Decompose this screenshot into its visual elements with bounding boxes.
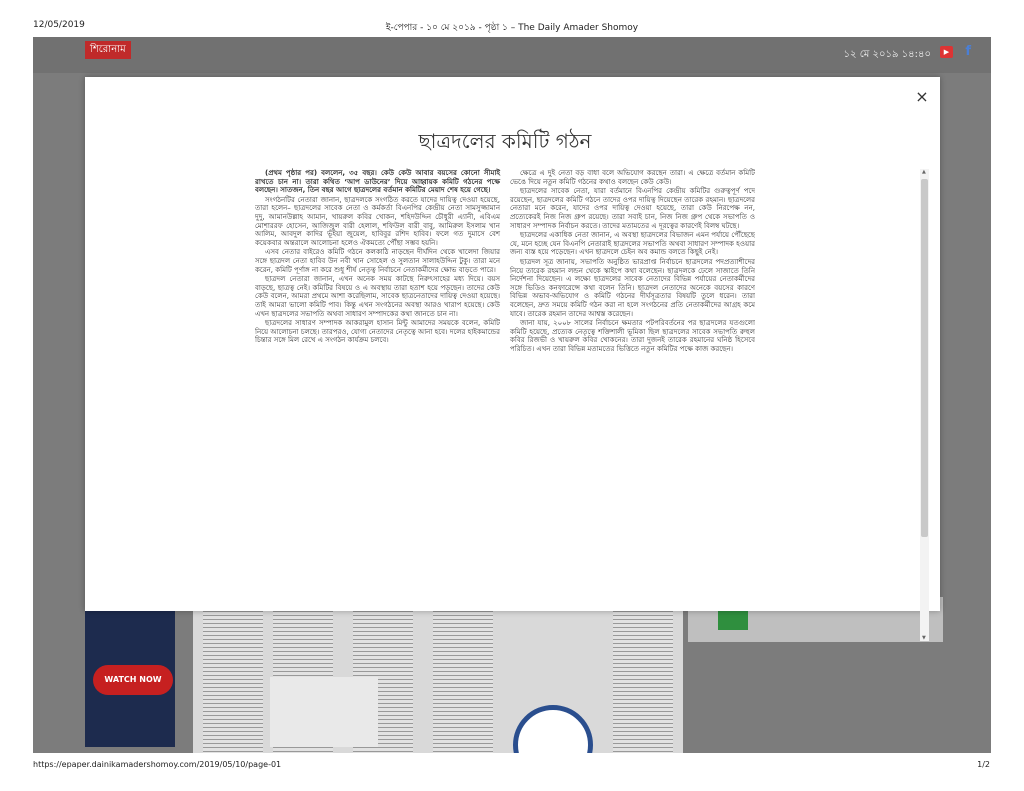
article-modal <box>85 77 940 641</box>
print-date: 12/05/2019 <box>33 20 85 30</box>
print-footer <box>0 760 1024 780</box>
site-topbar <box>33 37 991 73</box>
article-paragraph: ক্ষেত্রে এ দুই নেতা বড় বাধা বলে অভিযোগ করছেন তারা। এ ক্ষেত্রে বর্তমান কমিটি ভেঙে দিয়ে নতুন কমিটি গঠনের কথাও বলছেন কেউ কেউ। <box>510 169 755 186</box>
page-viewport <box>33 37 991 753</box>
print-page-number: 1/2 <box>977 760 990 769</box>
article-paragraph: ছাত্রদলের সাধারণ সম্পাদক আকরামুল হাসান মিন্টু আমাদের সময়কে বলেন, কমিটি নিয়ে আলোচনা চলছে। তারপরও, যোগ্য নেতাদের নেতৃত্বে আনা হবে। দলের হাইকমান্ডের চিন্তার সঙ্গে মিল রেখে এ সংগঠন কার্যক্রম চলবে। <box>255 319 500 345</box>
print-title: ই-পেপার - ১০ মে ২০১৯ - পৃষ্ঠা ১ – The Daily Amader Shomoy <box>385 23 639 33</box>
youtube-icon[interactable]: ▶ <box>940 46 953 58</box>
article-headline: ছাত্রদলের কমিটি গঠন <box>418 129 592 153</box>
article-paragraph: সংগঠনটির নেতারা জানান, ছাত্রদলকে সংগঠিত করতে যাদের দায়িত্ব দেওয়া হয়েছে, তারা হলেন– ছাত্রদলের সাবেক নেতা ও কর্মকর্তা বিএনপির কেন্দ্রীয় নেতা সামসুজ্জামান দুদু, আমানউল্লাহ আমান, খায়রুল কবির খোকন, শহিদউদ্দিন চৌধুরী এ্যানী, এবিএম মোশাররফ হোসেন, আজিজুল বারী হেলাল, শফিউল বারী বাবু, আমিরুল ইসলাম খান আলিম, আবদুল কাদির ভূঁইয়া জুয়েল, হাবিবুর রশিদ হাবিব। ফলে গত দুমাসে বেশ কয়েকবার অন্তরালে আলোচনা হলেও ঐকমত্যে পৌঁছা সম্ভব হয়নি। <box>255 195 500 247</box>
article-column-left <box>255 169 500 354</box>
article-paragraph: (প্রথম পৃষ্ঠার পর) বললেন, ৩৫ বছর। কেউ কেউ আবার বয়সের কোনো সীমাই রাখতে চান না। তারা কথিত ‘আপ ডাউনের’ দিয়ে আহ্বায়ক কমিটি গঠনের পক্ষে বলছেন। সাতজন, তিন বছর আগে ছাত্রদলের বর্তমান কমিটির মেয়াদ শেষ হয়ে গেছে। <box>255 169 500 195</box>
print-url: https://epaper.dainikamadershomoy.com/2019/05/10/page-01 <box>33 760 282 769</box>
newspaper-column <box>203 607 263 753</box>
scrollbar-thumb[interactable] <box>921 179 928 537</box>
article-paragraph: ছাত্রদল নেতারা জানান, এখন অনেক সময় কাটছে নিরুৎসাহের মধ্য দিয়ে। বয়স বাড়ছে, ছাত্রত্ব নেই। কমিটির বিষয়ে ও এ অবস্থায় তারা হতাশ হয়ে পড়ছেন। তাদের কেউ কেউ বলেন, আমরা প্রথমে আশা করেছিলাম, সাবেক ছাত্রনেতাদের দায়িত্ব দেওয়া হয়েছে। তাই আমরা ভালো কমিটি পাব। কিন্তু এখন সংগঠনের অবস্থা আরও খারাপ হয়েছে। কেউ এখন ছাত্রদলের সভাপতি অথবা সাধারণ সম্পাদকের কথা জানতে চান না। <box>255 275 500 318</box>
article-paragraph: ছাত্রদল সূত্র জানায়, সভাপতি অনুষ্ঠিত ভারপ্রাপ্ত নির্বাচনে ছাত্রদলের পদপ্রত্যাশীদের নিয়ে তারেক রহমান লন্ডন থেকে স্কাইপে কথা বলেছেন। ছাত্রদলকে ঢেলে সাজাতে তিনি নির্দেশনা দিয়েছেন। এ লক্ষ্যে ছাত্রদলের সাবেক নেতাদের বিভিন্ন পর্যায়ের নেতাকর্মীদের সঙ্গে ভিডিও কনফারেন্সে কথা বলেন তিনি। ছাত্রদল নেতাদের অনেকে বয়সের কারণে বিভিন্ন অভাব-অভিযোগ ও কমিটি গঠনের দীর্ঘসূত্রতার বিষয়টি তুলে ধরেন। তারা বলেছেন, দ্রুত সময়ে কমিটি গঠন করা না হলে সংগঠনের প্রতি নেতাকর্মীদের আগ্রহ কমে যাবে। তারেক রহমান তাদের আশ্বস্ত করেছেন। <box>510 257 755 318</box>
newspaper-column <box>613 607 673 753</box>
print-header <box>0 0 1024 36</box>
close-icon[interactable]: × <box>915 87 929 106</box>
scroll-up-icon[interactable]: ▲ <box>922 169 926 175</box>
newspaper-headline-block <box>270 677 378 747</box>
watch-now-button[interactable]: WATCH NOW <box>93 665 173 695</box>
current-datetime: ১২ মে ২০১৯ ১৪:৪০ <box>843 49 931 60</box>
newspaper-column <box>433 607 493 753</box>
section-headlines-button[interactable]: শিরোনাম <box>85 41 131 59</box>
article-paragraph: জানা যায়, ২০০৮ সালের নির্বাচনে ক্ষমতার পটপরিবর্তনের পর ছাত্রদলের যতগুলো কমিটি হয়েছে, প্রত্যেক নেতৃত্বে শক্তিশালী ভূমিকা ছিল ছাত্রদলের সাবেক সভাপতি রুহুল কবির রিজভী ও খায়রুল কবির খোকনের। তারা দুজনই তারেক রহমানের ঘনিষ্ঠ হিসেবে পরিচিত। এখন তারা বিভিন্ন মতামতের ভিত্তিতে নতুন কমিটির পক্ষে কাজ করছেন। <box>510 319 755 353</box>
article-column-right <box>510 169 755 354</box>
modal-scrollbar[interactable] <box>920 169 929 641</box>
article-paragraph: ছাত্রদলের একাধিক নেতা জানান, এ অবস্থা ছাত্রদলের বিভাজন এমন পর্যায়ে পৌঁছেছে যে, মনে হচ্ছে যেন বিএনপি নেতারাই ছাত্রদলের সভাপতি অথবা সাধারণ সম্পাদক হওয়ার জন্য ব্যস্ত হয়ে পড়েছেন। এখন ছাত্রদলে চেইন অব কমান্ড বলতে কিছুই নেই। <box>510 231 755 257</box>
article-paragraph: ছাত্রদলের সাবেক নেতা, যারা বর্তমানে বিএনপির কেন্দ্রীয় কমিটির গুরুত্বপূর্ণ পদে রয়েছেন, ছাত্রদলের কমিটি গঠনে তাদের ওপর দায়িত্ব দিয়েছেন তারেক রহমান। ছাত্রদলের নেতারা মনে করেন, যাদের ওপর দায়িত্ব দেওয়া হয়েছে, তারা কেউ নিরপেক্ষ নন, প্রত্যেকেরই নিজ নিজ গ্রুপ রয়েছে। তারা সবাই চান, নিজ নিজ গ্রুপ থেকে সভাপতি ও সাধারণ সম্পাদক নির্বাচন করতে। তাদের মতামতের এ দূরত্বের কারণেই বিলম্ব ঘটছে। <box>510 187 755 230</box>
article-content <box>255 127 755 607</box>
article-paragraph: এসব নেতার বাইরেও কমিটি গঠনে কলকাঠি নাড়ছেন দীর্ঘদিন থেকে খালেদা জিয়ার সঙ্গে ছাত্রদল নেতা হাবিব উন নবী খান সোহেল ও সুলতান সালাহউদ্দিন টুকু। তারা মনে করেন, কমিটি পূর্ণাঙ্গ না করে শুধু শীর্ষ নেতৃত্ব নির্বাচনে নেতাকর্মীদের ক্ষোভ বাড়তে পারে। <box>255 248 500 274</box>
facebook-icon[interactable]: f <box>965 44 971 59</box>
scroll-down-icon[interactable]: ▼ <box>922 635 926 641</box>
